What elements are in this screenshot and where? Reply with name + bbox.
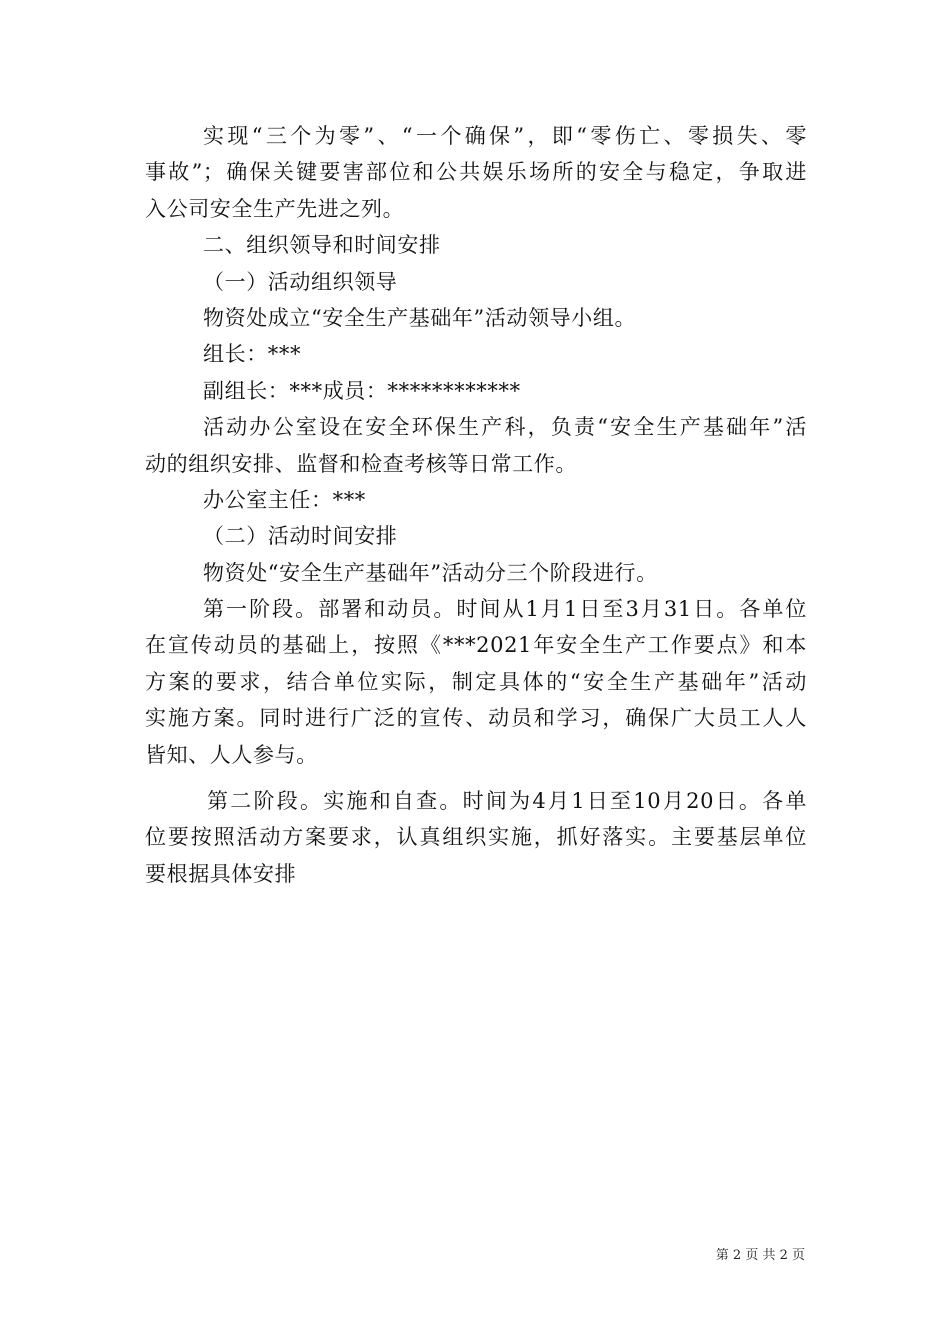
page-number: 第 2 页 共 2 页: [715, 1248, 805, 1263]
text-line: 物资处“安全生产基础年”活动分三个阶段进行。: [203, 560, 658, 585]
text-line: 办公室主任：***: [203, 487, 366, 512]
text-line: 组长：***: [203, 342, 302, 367]
text-line: 入公司安全生产先进之列。: [145, 196, 405, 221]
text-line: 实现“三个为零”、“一个确保”，即“零伤亡、零损失、零: [203, 124, 807, 148]
section-heading: 二、组织领导和时间安排: [203, 233, 441, 258]
text-line: 事故”；确保关键要害部位和公共娱乐场所的安全与稳定，争取进: [145, 160, 807, 185]
text-line: 动的组织安排、监督和检查考核等日常工作。: [145, 451, 577, 476]
text-line: 方案的要求，结合单位实际，制定具体的“安全生产基础年”活动: [145, 669, 807, 694]
text-line: 要根据具体安排: [145, 861, 297, 886]
text-line: 皆知、人人参与。: [145, 742, 318, 767]
document-body: [145, 118, 807, 892]
text-line: 活动办公室设在安全环保生产科，负责“安全生产基础年”活: [203, 415, 807, 440]
text-line: 在宣传动员的基础上，按照《***2021年安全生产工作要点》和本: [145, 633, 807, 658]
subsection-heading: （二）活动时间安排: [203, 524, 398, 549]
text-line: 位要按照活动方案要求，认真组织实施，抓好落实。主要基层单位: [145, 825, 807, 850]
subsection-heading: （一）活动组织领导: [203, 269, 398, 294]
text-line: 第二阶段。实施和自查。时间为4月1日至10月20日。各单: [207, 789, 807, 814]
text-line: 副组长：***成员：************: [203, 378, 521, 403]
paragraph-gap: [145, 773, 807, 783]
text-line: 第一阶段。部署和动员。时间从1月1日至3月31日。各单位: [203, 597, 807, 622]
text-line: 实施方案。同时进行广泛的宣传、动员和学习，确保广大员工人人: [145, 706, 807, 731]
text-line: 物资处成立“安全生产基础年”活动领导小组。: [203, 305, 637, 330]
